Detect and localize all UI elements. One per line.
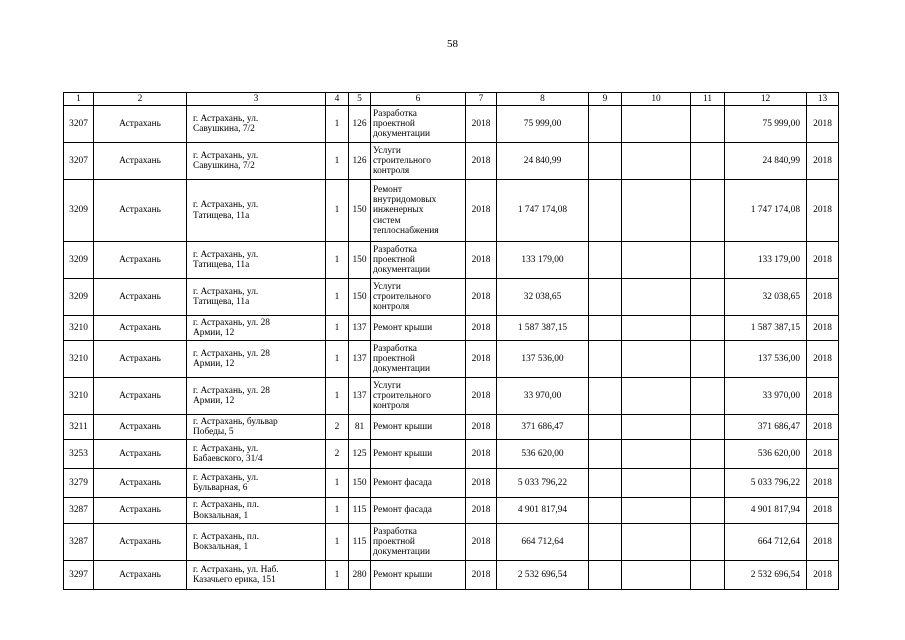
object-id: 3209 <box>64 279 94 316</box>
col-10-value <box>622 498 691 524</box>
work-type-line: Разработка <box>373 108 417 119</box>
col-5-value: 150 <box>349 242 371 279</box>
year: 2018 <box>466 378 497 415</box>
address <box>187 279 326 316</box>
address-line: Бабаевского, 31/4 <box>193 454 263 464</box>
work-type <box>371 378 466 415</box>
work-type-line: строительного <box>373 155 431 166</box>
col-10-value <box>622 180 691 242</box>
cost: 4 901 817,94 <box>497 498 589 524</box>
cost: 133 179,00 <box>497 242 589 279</box>
total-cost: 664 712,64 <box>725 524 807 561</box>
object-id: 3210 <box>64 341 94 378</box>
address-line: г. Астрахань, пл. <box>193 531 259 542</box>
col-5-value: 115 <box>349 524 371 561</box>
total-cost: 2 532 696,54 <box>725 561 807 590</box>
year-completion: 2018 <box>807 469 839 498</box>
col-10-value <box>622 440 691 469</box>
year-completion: 2018 <box>807 378 839 415</box>
address <box>187 316 326 341</box>
col-4-value: 1 <box>326 143 349 180</box>
col-9-value <box>589 242 622 279</box>
work-type-line: проектной <box>373 536 415 547</box>
year: 2018 <box>466 316 497 341</box>
address-line: Армии, 12 <box>193 396 235 406</box>
col-5-value: 125 <box>349 440 371 469</box>
address-line: г. Астрахань, ул. <box>193 150 259 161</box>
object-id: 3287 <box>64 524 94 561</box>
address-line: г. Астрахань, ул. <box>193 113 259 124</box>
work-type-line: Ремонт <box>373 184 402 195</box>
object-id: 3207 <box>64 106 94 143</box>
col-5-value: 137 <box>349 378 371 415</box>
address-line: Татищева, 11а <box>193 210 250 221</box>
address-line: Бульварная, 6 <box>193 483 248 493</box>
col-11-value <box>691 180 725 242</box>
column-number: 2 <box>94 93 187 106</box>
address <box>187 180 326 242</box>
year: 2018 <box>466 440 497 469</box>
address-line: г. Астрахань, ул. 28 <box>193 317 270 328</box>
column-number: 3 <box>187 93 326 106</box>
work-type-line: теплоснабжения <box>373 225 439 236</box>
address-line: Казачьего ерика, 151 <box>193 575 276 585</box>
year-completion: 2018 <box>807 242 839 279</box>
column-number: 10 <box>622 93 691 106</box>
city: Астрахань <box>94 143 187 180</box>
year: 2018 <box>466 180 497 242</box>
col-11-value <box>691 316 725 341</box>
table-row <box>64 106 839 143</box>
page-number: 58 <box>447 38 458 50</box>
work-type <box>371 561 466 590</box>
total-cost: 24 840,99 <box>725 143 807 180</box>
address <box>187 524 326 561</box>
work-type-line: Ремонт крыши <box>373 569 433 580</box>
col-9-value <box>589 106 622 143</box>
column-number: 7 <box>466 93 497 106</box>
col-4-value: 1 <box>326 180 349 242</box>
total-cost: 137 536,00 <box>725 341 807 378</box>
city: Астрахань <box>94 561 187 590</box>
work-type <box>371 415 466 440</box>
address <box>187 498 326 524</box>
cost: 75 999,00 <box>497 106 589 143</box>
column-number: 11 <box>691 93 725 106</box>
col-11-value <box>691 279 725 316</box>
column-number: 6 <box>371 93 466 106</box>
address <box>187 378 326 415</box>
col-4-value: 1 <box>326 469 349 498</box>
total-cost: 133 179,00 <box>725 242 807 279</box>
column-number: 13 <box>807 93 839 106</box>
table-row <box>64 279 839 316</box>
address-line: г. Астрахань, пл. <box>193 500 259 511</box>
work-type-line: Услуги <box>373 380 401 391</box>
cost: 32 038,65 <box>497 279 589 316</box>
col-9-value <box>589 415 622 440</box>
col-4-value: 1 <box>326 524 349 561</box>
year: 2018 <box>466 561 497 590</box>
year-completion: 2018 <box>807 498 839 524</box>
col-10-value <box>622 469 691 498</box>
address <box>187 415 326 440</box>
year-completion: 2018 <box>807 440 839 469</box>
work-type-line: проектной <box>373 254 415 265</box>
work-type-line: Ремонт крыши <box>373 322 433 333</box>
column-number: 1 <box>64 93 94 106</box>
total-cost: 1 587 387,15 <box>725 316 807 341</box>
col-5-value: 150 <box>349 180 371 242</box>
col-10-value <box>622 242 691 279</box>
col-11-value <box>691 415 725 440</box>
col-9-value <box>589 279 622 316</box>
city: Астрахань <box>94 242 187 279</box>
col-11-value <box>691 242 725 279</box>
object-id: 3279 <box>64 469 94 498</box>
col-4-value: 1 <box>326 316 349 341</box>
col-4-value: 1 <box>326 341 349 378</box>
year-completion: 2018 <box>807 415 839 440</box>
column-number: 12 <box>725 93 807 106</box>
object-id: 3209 <box>64 242 94 279</box>
col-9-value <box>589 440 622 469</box>
address-line: Вокзальная, 1 <box>193 542 249 552</box>
table-row <box>64 341 839 378</box>
table-row <box>64 180 839 242</box>
col-5-value: 115 <box>349 498 371 524</box>
work-type <box>371 180 466 242</box>
col-5-value: 126 <box>349 143 371 180</box>
col-9-value <box>589 341 622 378</box>
table-row <box>64 561 839 590</box>
work-type <box>371 279 466 316</box>
work-type-line: строительного <box>373 390 431 401</box>
col-10-value <box>622 415 691 440</box>
year-completion: 2018 <box>807 106 839 143</box>
work-type-line: Разработка <box>373 526 417 537</box>
city: Астрахань <box>94 524 187 561</box>
address <box>187 143 326 180</box>
address-line: Савушкина, 7/2 <box>193 124 255 134</box>
address-line: г. Астрахань, ул. <box>193 472 259 483</box>
object-id: 3253 <box>64 440 94 469</box>
city: Астрахань <box>94 469 187 498</box>
address-line: г. Астрахань, ул. 28 <box>193 348 270 359</box>
address-line: г. Астрахань, ул. <box>193 443 259 454</box>
work-type <box>371 498 466 524</box>
address <box>187 440 326 469</box>
address-line: Победы, 5 <box>193 427 234 437</box>
work-type-line: Ремонт крыши <box>373 421 433 432</box>
work-type-line: контроля <box>373 401 410 412</box>
work-type-line: Услуги <box>373 145 401 156</box>
year: 2018 <box>466 279 497 316</box>
col-11-value <box>691 378 725 415</box>
address-line: г. Астрахань, ул. 28 <box>193 385 270 396</box>
work-type-line: внутридомовых <box>373 195 437 206</box>
total-cost: 75 999,00 <box>725 106 807 143</box>
column-number-row <box>64 93 839 106</box>
cost: 33 970,00 <box>497 378 589 415</box>
city: Астрахань <box>94 415 187 440</box>
city: Астрахань <box>94 378 187 415</box>
year: 2018 <box>466 498 497 524</box>
cost: 664 712,64 <box>497 524 589 561</box>
object-id: 3209 <box>64 180 94 242</box>
city: Астрахань <box>94 341 187 378</box>
work-type <box>371 524 466 561</box>
total-cost: 536 620,00 <box>725 440 807 469</box>
col-9-value <box>589 180 622 242</box>
col-10-value <box>622 378 691 415</box>
object-id: 3210 <box>64 316 94 341</box>
address-line: г. Астрахань, ул. <box>193 286 259 297</box>
address-line: г. Астрахань, ул. <box>193 249 259 260</box>
col-11-value <box>691 498 725 524</box>
city: Астрахань <box>94 279 187 316</box>
work-type-line: контроля <box>373 166 410 177</box>
year-completion: 2018 <box>807 143 839 180</box>
table-row <box>64 242 839 279</box>
col-9-value <box>589 469 622 498</box>
city: Астрахань <box>94 180 187 242</box>
year-completion: 2018 <box>807 524 839 561</box>
address <box>187 106 326 143</box>
col-4-value: 2 <box>326 415 349 440</box>
col-4-value: 1 <box>326 279 349 316</box>
table-row <box>64 143 839 180</box>
col-5-value: 137 <box>349 341 371 378</box>
year: 2018 <box>466 415 497 440</box>
address-line: Армии, 12 <box>193 359 235 369</box>
work-type-line: Разработка <box>373 343 417 354</box>
col-10-value <box>622 106 691 143</box>
year: 2018 <box>466 242 497 279</box>
col-10-value <box>622 143 691 180</box>
cost: 5 033 796,22 <box>497 469 589 498</box>
year: 2018 <box>466 106 497 143</box>
work-type-line: документации <box>373 547 430 558</box>
col-5-value: 126 <box>349 106 371 143</box>
cost: 2 532 696,54 <box>497 561 589 590</box>
col-5-value: 150 <box>349 279 371 316</box>
city: Астрахань <box>94 316 187 341</box>
address-line: Татищева, 11а <box>193 260 250 270</box>
work-type <box>371 106 466 143</box>
object-id: 3211 <box>64 415 94 440</box>
col-10-value <box>622 316 691 341</box>
work-type <box>371 341 466 378</box>
year-completion: 2018 <box>807 341 839 378</box>
cost: 536 620,00 <box>497 440 589 469</box>
column-number: 4 <box>326 93 349 106</box>
work-type-line: Ремонт фасада <box>373 505 432 516</box>
total-cost: 371 686,47 <box>725 415 807 440</box>
table-row <box>64 524 839 561</box>
col-11-value <box>691 143 725 180</box>
col-9-value <box>589 378 622 415</box>
address-line: Армии, 12 <box>193 328 235 338</box>
work-type-line: проектной <box>373 118 415 129</box>
object-id: 3297 <box>64 561 94 590</box>
column-number: 9 <box>589 93 622 106</box>
work-type-line: проектной <box>373 353 415 364</box>
address-line: Татищева, 11а <box>193 297 250 307</box>
work-type-line: Ремонт фасада <box>373 477 432 488</box>
year: 2018 <box>466 341 497 378</box>
work-type-line: контроля <box>373 302 410 313</box>
col-11-value <box>691 524 725 561</box>
total-cost: 5 033 796,22 <box>725 469 807 498</box>
col-9-value <box>589 561 622 590</box>
address-line: Вокзальная, 1 <box>193 510 249 521</box>
col-4-value: 1 <box>326 378 349 415</box>
year-completion: 2018 <box>807 180 839 242</box>
cost: 137 536,00 <box>497 341 589 378</box>
total-cost: 1 747 174,08 <box>725 180 807 242</box>
table-row <box>64 469 839 498</box>
col-5-value: 137 <box>349 316 371 341</box>
work-type-line: систем <box>373 215 401 226</box>
address-line: г. Астрахань, бульвар <box>193 416 278 427</box>
work-type <box>371 143 466 180</box>
col-9-value <box>589 524 622 561</box>
col-9-value <box>589 498 622 524</box>
col-11-value <box>691 469 725 498</box>
work-type-line: Разработка <box>373 244 417 255</box>
work-type-line: документации <box>373 265 430 276</box>
column-number: 5 <box>349 93 371 106</box>
col-9-value <box>589 316 622 341</box>
work-type-line: Ремонт крыши <box>373 448 433 459</box>
col-5-value: 81 <box>349 415 371 440</box>
total-cost: 32 038,65 <box>725 279 807 316</box>
col-11-value <box>691 106 725 143</box>
address-line: г. Астрахань, ул. <box>193 200 259 211</box>
work-type-line: документации <box>373 129 430 140</box>
year: 2018 <box>466 143 497 180</box>
object-id: 3287 <box>64 498 94 524</box>
col-10-value <box>622 524 691 561</box>
work-type-line: документации <box>373 364 430 375</box>
work-type <box>371 242 466 279</box>
col-10-value <box>622 561 691 590</box>
table-row <box>64 498 839 524</box>
city: Астрахань <box>94 440 187 469</box>
col-10-value <box>622 341 691 378</box>
table-row <box>64 415 839 440</box>
city: Астрахань <box>94 106 187 143</box>
col-4-value: 1 <box>326 106 349 143</box>
object-id: 3210 <box>64 378 94 415</box>
work-type <box>371 469 466 498</box>
col-11-value <box>691 341 725 378</box>
data-table <box>63 92 839 590</box>
table-row <box>64 378 839 415</box>
table-row <box>64 316 839 341</box>
col-11-value <box>691 561 725 590</box>
col-5-value: 150 <box>349 469 371 498</box>
work-type-line: строительного <box>373 291 431 302</box>
year-completion: 2018 <box>807 561 839 590</box>
column-number: 8 <box>497 93 589 106</box>
col-4-value: 1 <box>326 498 349 524</box>
address-line: Савушкина, 7/2 <box>193 161 255 171</box>
col-10-value <box>622 279 691 316</box>
table-row <box>64 440 839 469</box>
work-type <box>371 440 466 469</box>
total-cost: 33 970,00 <box>725 378 807 415</box>
year: 2018 <box>466 524 497 561</box>
work-type <box>371 316 466 341</box>
col-11-value <box>691 440 725 469</box>
object-id: 3207 <box>64 143 94 180</box>
col-5-value: 280 <box>349 561 371 590</box>
col-4-value: 1 <box>326 242 349 279</box>
total-cost: 4 901 817,94 <box>725 498 807 524</box>
address <box>187 561 326 590</box>
col-4-value: 2 <box>326 440 349 469</box>
work-type-line: Услуги <box>373 281 401 292</box>
cost: 1 747 174,08 <box>497 180 589 242</box>
col-4-value: 1 <box>326 561 349 590</box>
work-type-line: инженерных <box>373 205 424 216</box>
year-completion: 2018 <box>807 316 839 341</box>
year: 2018 <box>466 469 497 498</box>
address-line: г. Астрахань, ул. Наб. <box>193 564 279 575</box>
cost: 24 840,99 <box>497 143 589 180</box>
cost: 1 587 387,15 <box>497 316 589 341</box>
col-9-value <box>589 143 622 180</box>
address <box>187 469 326 498</box>
address <box>187 341 326 378</box>
address <box>187 242 326 279</box>
year-completion: 2018 <box>807 279 839 316</box>
cost: 371 686,47 <box>497 415 589 440</box>
city: Астрахань <box>94 498 187 524</box>
